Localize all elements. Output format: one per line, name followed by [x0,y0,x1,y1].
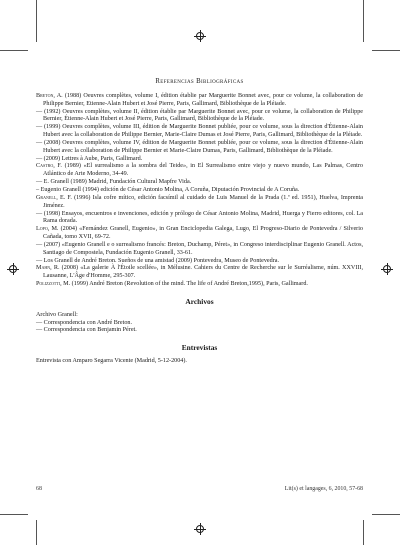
crop-mark [372,50,400,51]
reference-text: — E. Granell (1989) Madrid, Fundación Cultural Mapfre Vida. [36,179,192,186]
reference-text: — (1998) Ensayos, encuentros e invenciones, edición y prólogo de César Antonio Molina, Madrid, Huerga y Fierro editores, col. La Rama dorada. [36,210,363,225]
reference-text: – Eugenio Granell (1994) edición de César Antonio Molina, A Coruña, Diputación Provincial de A Coruña. [36,186,300,193]
reference-author: Breton, A. [36,92,63,99]
registration-mark-icon [381,263,393,275]
registration-mark-icon [194,30,206,42]
reference-text: (2008) «La galerie À l'Étoile scellée», in Mélusine. Cahiers du Centre de Recherche sur le Surréalisme, núm. XXVIII, Lausanne, L'Âge d'Homme, 295-307. [43,265,364,280]
crop-mark [372,514,400,515]
reference-entry [36,226,363,242]
reference-text: — (2009) Lettres à Aube, Paris, Gallimard. [36,155,143,162]
reference-text: (1988) Oeuvres complètes, volume I, édition établie par Marguerite Bonnet avec, pour ce volume, la collaboration de Philippe Bernier, Etienne-Alain Hubert et José Pierre, Paris, Gallimard, Bibliothèque de la Pléiade. [43,92,363,107]
entrevistas-list [36,358,363,366]
crop-mark [36,0,37,42]
reference-author: Mahn, R. [36,265,60,272]
reference-entry [36,163,363,179]
reference-text: — (1999) Oeuvres complètes, volume III, édition de Marguerite Bonnet publiée, pour ce volume, sous la direction d'Étienne-Alain Hubert avec la collaboration de Philippe Bernier, Marie-Claire Dumas et José Pierre, Paris, Gallimard, Bibliothèque de la Pléiade. [36,124,363,139]
page-content [36,78,363,366]
reference-text: (2004) «Fernández Granell, Eugenio», in Gran Enciclopedia Galega, Lugo, El Progreso-Diario de Pontevedra / Silverio Cañada, tomo XVII, 69-72. [43,226,363,241]
reference-entry [36,187,363,195]
crop-mark [0,50,28,51]
reference-entry [36,179,363,187]
reference-text: (1989) «El surrealismo a la sombra del Teide», in El Surrealismo entre viejo y nuevo mundo, Las Palmas, Centro Atlántico de Arte Moderno, 34-49. [43,163,363,178]
entrevista-item: Entrevista con Amparo Segarra Vicente (Madrid, 5-12-2004). [36,358,187,365]
registration-mark-icon [7,263,19,275]
reference-entry [36,109,363,125]
reference-text: (1999) André Breton (Revolution of the mind. The life of André Breton,1995), Paris, Gallimard. [70,281,308,288]
reference-entry [36,124,363,140]
reference-list [36,93,363,289]
reference-text: — (1992) Oeuvres complètes, volume II, édition établie par Marguerite Bonnet avec, pour ce volume, la collaboration de Philippe Bernier, Étienne-Alain Hubert et José Pierre, Paris, Gallimard, Bibliothèque de la Pléiade. [36,108,363,123]
references-heading: Referencias Bibliográficas [155,78,244,85]
archivo-item: — Correspondencia con André Breton. [36,319,133,326]
reference-text: (1996) Isla cofre mítico, edición facsímil al cuidado de Luis Manuel de la Prada (1.ª ed. 1951), Huelva, Imprenta Jiménez. [43,194,363,209]
reference-text: — (2008) Oeuvres complètes, volume IV, édition de Marguerite Bonnet publiée, pour ce volume, sous la direction d'Étienne-Alain Hubert avec la collaboration de Philippe Bernier et Marie-Claire Dumas, Paris, Gallimard, Bibliothèque de la Pléiade. [36,139,363,154]
archivos-list [36,312,363,336]
reference-entry [36,265,363,281]
reference-author: Polizzotti, M. [36,281,71,288]
archivo-item: — Correspondencia con Benjamin Péret. [36,327,137,334]
reference-entry [36,281,363,289]
reference-author: Granell, E. F. [36,194,72,201]
archivo-item: Archivo Granell: [36,311,78,318]
reference-entry [36,242,363,258]
journal-citation: Lit(s) et langages, 6, 2010, 57-68 [284,486,363,492]
reference-entry [36,211,363,227]
crop-mark [363,520,364,545]
entrevistas-heading: Entrevistas [181,343,218,353]
crop-mark [363,0,364,42]
page-number: 68 [36,486,42,492]
registration-mark-icon [194,523,206,535]
reference-text: — Los Granell de André Breton. Sueños de una amistad (2009) Pontevedra, Museo de Pontevedra. [36,257,280,264]
reference-author: Lopo, M. [36,226,59,233]
crop-mark [36,520,37,545]
reference-text: — (2007) «Eugenio Granell e o surrealismo francés: Breton, Duchamp, Péret», in Congreso interdisciplinar Eugenio Granell. Actos, Santiago de Compostela, Fundación Eugenio Granell, 33-61. [36,241,363,256]
reference-entry [36,93,363,109]
reference-entry [36,195,363,211]
archivos-heading: Archivos [185,296,214,306]
reference-entry [36,140,363,156]
crop-mark [0,514,28,515]
reference-author: Castro, F. [36,163,62,170]
